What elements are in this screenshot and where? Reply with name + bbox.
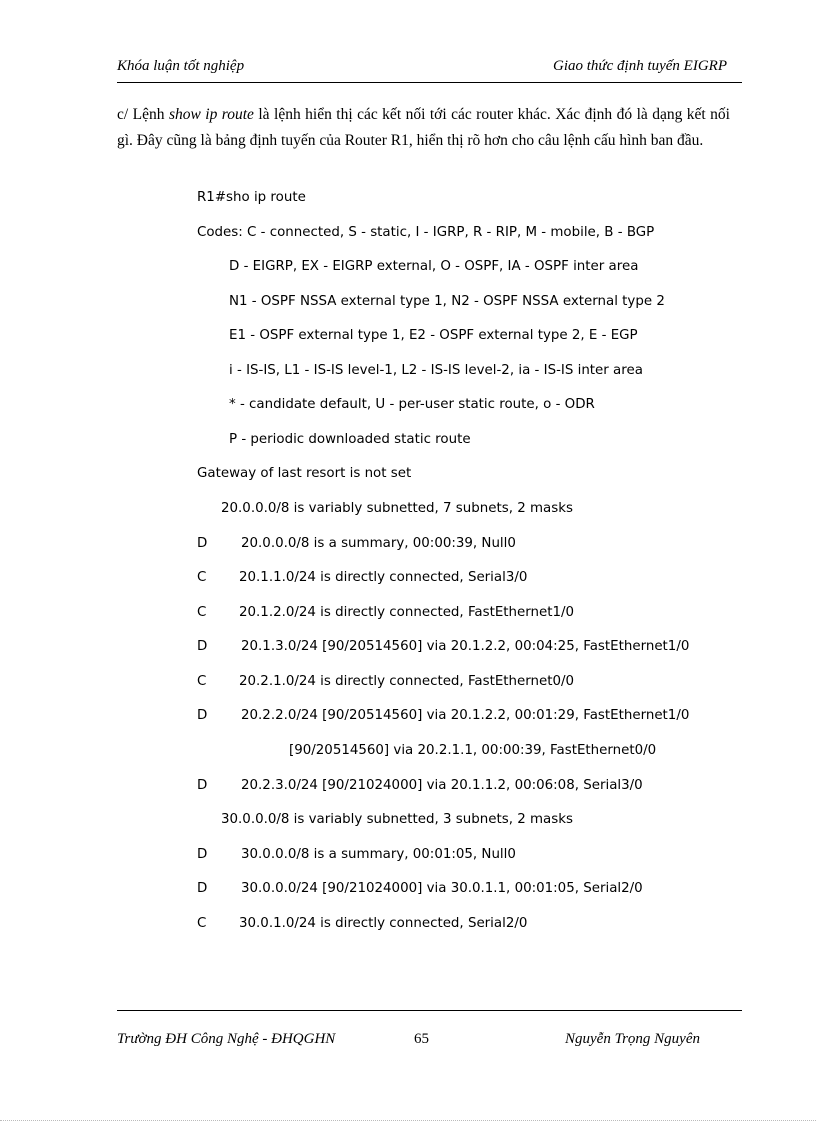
codes-line: i - IS-IS, L1 - IS-IS level-1, L2 - IS-IS level-2, ia - IS-IS inter area	[229, 363, 643, 378]
route-code: C	[197, 570, 207, 585]
codes-line: P - periodic downloaded static route	[229, 432, 471, 447]
header-left: Khóa luận tốt nghiệp	[117, 58, 245, 74]
route-code: C	[197, 916, 207, 931]
route-code: D	[197, 708, 208, 723]
footer-right: Nguyễn Trọng Nguyên	[565, 1031, 700, 1047]
codes-line: E1 - OSPF external type 1, E2 - OSPF external type 2, E - EGP	[229, 328, 638, 343]
codes-line: D - EIGRP, EX - EIGRP external, O - OSPF, IA - OSPF inter area	[229, 259, 639, 274]
route-text: 30.0.0.0/24 [90/21024000] via 30.0.1.1, 00:01:05, Serial2/0	[241, 881, 643, 896]
codes-line: N1 - OSPF NSSA external type 1, N2 - OSPF NSSA external type 2	[229, 294, 665, 309]
route-code: D	[197, 847, 208, 862]
footer-left: Trường ĐH Công Nghệ - ĐHQGHN	[117, 1031, 336, 1047]
route-text: 20.0.0.0/8 is a summary, 00:00:39, Null0	[241, 536, 516, 551]
intro-paragraph	[117, 102, 730, 154]
route-text: 20.2.1.0/24 is directly connected, FastEthernet0/0	[239, 674, 575, 689]
route-text: 20.2.3.0/24 [90/21024000] via 20.1.1.2, 00:06:08, Serial3/0	[241, 778, 643, 793]
header-right: Giao thức định tuyến EIGRP	[553, 58, 727, 74]
codes-line: * - candidate default, U - per-user static route, o - ODR	[229, 397, 595, 412]
route-code: D	[197, 536, 208, 551]
route-code: D	[197, 881, 208, 896]
route-code: C	[197, 605, 207, 620]
intro-command: show ip route	[168, 106, 254, 123]
footer-rule	[117, 1010, 742, 1011]
route-code: C	[197, 674, 207, 689]
route-text: 30.0.0.0/8 is a summary, 00:01:05, Null0	[241, 847, 516, 862]
intro-prefix: c/ Lệnh	[117, 106, 169, 123]
route-text: 20.1.2.0/24 is directly connected, FastEthernet1/0	[239, 605, 575, 620]
cli-prompt: R1#sho ip route	[197, 190, 306, 205]
route-text: 20.1.1.0/24 is directly connected, Serial3/0	[239, 570, 528, 585]
route-continuation: [90/20514560] via 20.2.1.1, 00:00:39, FastEthernet0/0	[289, 743, 657, 758]
codes-line: Codes: C - connected, S - static, I - IGRP, R - RIP, M - mobile, B - BGP	[197, 225, 655, 240]
route-code: D	[197, 639, 208, 654]
page-number: 65	[414, 1031, 429, 1047]
header-rule	[117, 82, 742, 83]
intro-suffix: là lệnh hiển thị các kết nối tới các router khác. Xác định đó là dạng kết nối gì. Đây cũng là bảng định tuyến của Router R1, hiển thị rõ hơn cho câu lệnh cấu hình ban đầu.	[117, 106, 730, 149]
gateway-line: Gateway of last resort is not set	[197, 466, 412, 481]
route-code: D	[197, 778, 208, 793]
route-text: 30.0.1.0/24 is directly connected, Serial2/0	[239, 916, 528, 931]
network-header: 20.0.0.0/8 is variably subnetted, 7 subnets, 2 masks	[221, 501, 573, 516]
route-text: 20.1.3.0/24 [90/20514560] via 20.1.2.2, 00:04:25, FastEthernet1/0	[241, 639, 690, 654]
page-header	[117, 58, 727, 78]
page-edge-divider	[0, 1120, 816, 1121]
route-text: 20.2.2.0/24 [90/20514560] via 20.1.2.2, 00:01:29, FastEthernet1/0	[241, 708, 690, 723]
network-header: 30.0.0.0/8 is variably subnetted, 3 subnets, 2 masks	[221, 812, 573, 827]
